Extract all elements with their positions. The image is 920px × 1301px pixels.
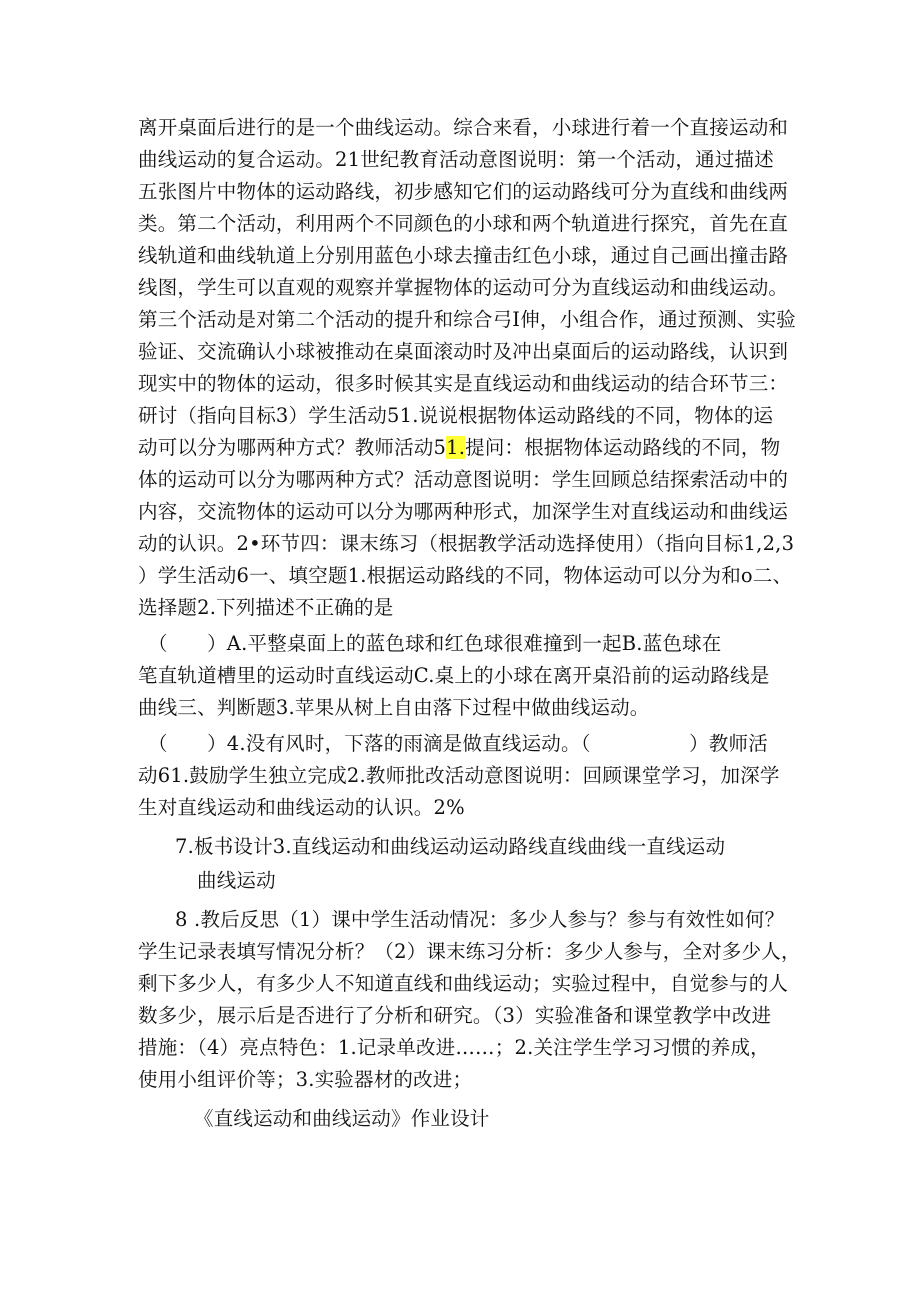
text-line: 研讨（指向目标3）学生活动51.说说根据物体运动路线的不同，物体的运	[138, 404, 774, 427]
text-line: 验证、交流确认小球被推动在桌面滚动时及冲出桌面后的运动路线，认识到	[138, 340, 789, 363]
text-line: 体的运动可以分为哪两种方式？活动意图说明：学生回顾总结探索活动中的	[138, 468, 789, 491]
text-segment: 动可以分为哪两种方式？教师活动5	[138, 436, 447, 459]
text-line: 选择题2.下列描述不正确的是	[138, 596, 394, 619]
text-line: 8 .教后反思（1）课中学生活动情况：多少人参与？参与有效性如何？	[175, 908, 785, 931]
text-line: （ ）4.没有风时，下落的雨滴是做直线运动。（ ）教师活	[148, 732, 768, 755]
text-line: 生对直线运动和曲线运动的认识。2%	[138, 796, 465, 819]
text-line: 数多少，展示后是否进行了分析和研究。（3）实验准备和课堂教学中改进	[138, 1004, 772, 1027]
text-line: 现实中的物体的运动，很多时候其实是直线运动和曲线运动的结合环节三：	[138, 372, 789, 395]
text-line: （ ）A.平整桌面上的蓝色球和红色球很难撞到一起B.蓝色球在	[148, 632, 722, 655]
text-line: 内容，交流物体的运动可以分为哪两种形式，加深学生对直线运动和曲线运	[138, 500, 789, 523]
text-line: 动61.鼓励学生独立完成2.教师批改活动意图说明：回顾课堂学习，加深学	[138, 764, 780, 787]
text-line: 动的认识。2•环节四：课末练习（根据教学活动选择使用）（指向目标1,2,3	[138, 532, 795, 555]
text-line: 笔直轨道槽里的运动时直线运动C.桌上的小球在离开桌沿前的运动路线是	[138, 664, 770, 687]
document-subtitle: 《直线运动和曲线运动》作业设计	[194, 1107, 490, 1130]
text-line: 第三个活动是对第二个活动的提升和综合弓I伸，小组合作，通过预测、实验	[138, 308, 797, 331]
text-line: 离开桌面后进行的是一个曲线运动。综合来看，小球进行着一个直接运动和	[138, 116, 789, 139]
text-line: 曲线运动	[197, 869, 276, 892]
text-line: 曲线运动的复合运动。21世纪教育活动意图说明：第一个活动，通过描述	[138, 148, 774, 171]
text-line: 类。第二个活动，利用两个不同颜色的小球和两个轨道进行探究，首先在直	[138, 212, 789, 235]
text-line: 剩下多少人，有多少人不知道直线和曲线运动；实验过程中，自觉参与的人	[138, 972, 789, 995]
highlighted-text: 1.	[446, 436, 466, 459]
text-line: 线图，学生可以直观的观察并掌握物体的运动可分为直线运动和曲线运动。	[138, 276, 789, 299]
text-line: 7.板书设计3.直线运动和曲线运动运动路线直线曲线一直线运动	[175, 835, 726, 858]
text-line: 使用小组评价等；3.实验器材的改进；	[138, 1068, 473, 1091]
text-line: 学生记录表填写情况分析？（2）课末练习分析：多少人参与，全对多少人，	[138, 940, 801, 963]
text-line: 线轨道和曲线轨道上分别用蓝色小球去撞击红色小球，通过自己画出撞击路	[138, 244, 789, 267]
text-line-highlighted	[138, 433, 798, 463]
text-segment: 提问：根据物体运动路线的不同，物	[465, 436, 781, 459]
text-line: 五张图片中物体的运动路线，初步感知它们的运动路线可分为直线和曲线两	[138, 180, 789, 203]
text-line: 措施：（4）亮点特色：1.记录单改进……；2.关注学生学习习惯的养成，	[138, 1036, 770, 1059]
text-line: ）学生活动6一、填空题1.根据运动路线的不同，物体运动可以分为和o二、	[138, 564, 793, 587]
text-line: 曲线三、判断题3.苹果从树上自由落下过程中做曲线运动。	[138, 696, 650, 719]
